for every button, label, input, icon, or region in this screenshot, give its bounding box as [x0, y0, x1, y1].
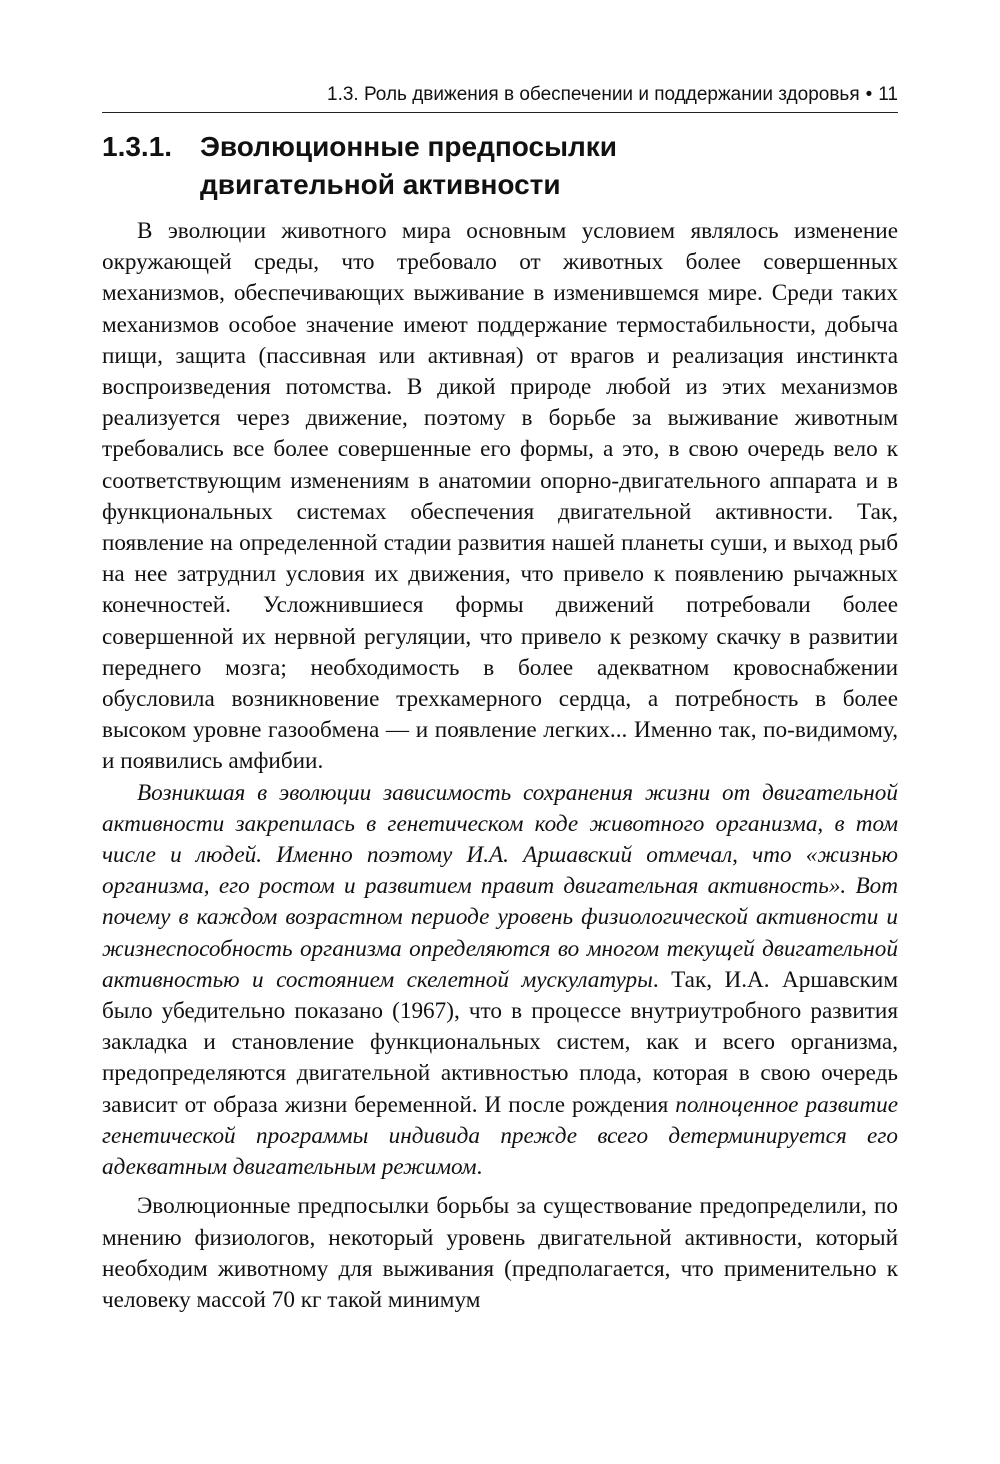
paragraph-2-end: .: [476, 1154, 483, 1181]
running-title: 1.3. Роль движения в обеспечении и поддержании здоровья: [327, 84, 860, 105]
paragraph-2: [102, 778, 898, 1184]
body-text: [102, 216, 898, 1316]
paragraph-2-regular: . Так, И.А. Аршавским было убедительно показано (1967), что в процессе внутриутробного развития закладка и становление функциональных систем, как и всего организма, предопределяются двигательной активностью плода, которая в свою очередь зависит от образа жизни беременной. И после рождения: [102, 966, 898, 1118]
paragraph-1: В эволюции животного мира основным условием являлось изменение окружающей среды, что требовало от животных более совершенных механизмов, обеспечивающих выживание в изменившемся мире. Среди таких механизмов особое значение имеют поддержание термостабильности, добыча пищи, защита (пассивная или активная) от врагов и реализация инстинкта воспроизведения потомства. В дикой природе любой из этих механизмов реализуется через движение, поэтому в борьбе за выживание животным требовались все более совершенные его формы, а это, в свою очередь вело к соответствующим изменениям в анатомии опорно-двигательного аппарата и в функциональных системах обеспечения двигательной активности. Так, появление на определенной стадии развития нашей планеты суши, и выход рыб на нее затруднил условия их движения, что привело к появлению рычажных конечностей. Усложнившиеся формы движений потребовали более совершенной их нервной регуляции, что привело к резкому скачку в развитии переднего мозга; необходимость в более адекватном кровоснабжении обусловила возникновение трехкамерного сердца, а потребность в более высоком уровне газообмена — и появление легких... Именно так, по-видимому, и появились амфибии.: [102, 218, 898, 775]
bullet-separator: •: [865, 84, 873, 105]
section-title-line-2: двигательной активности: [200, 169, 561, 200]
section-title-line-1: Эволюционные предпосылки: [200, 131, 617, 162]
page-number: 11: [878, 84, 898, 105]
section-number: 1.3.1.: [102, 131, 173, 162]
paragraph-2-italic-b: полноценное развитие генетической программы индивида прежде всего детерминируется его адекватным двигательным режимом: [102, 1091, 898, 1181]
section-heading: [102, 128, 898, 204]
book-page: [102, 0, 898, 1464]
paragraph-3: Эволюционные предпосылки борьбы за существование предопределили, по мнению физиологов, некоторый уровень двигательной активности, который необходим животному для выживания (предполагается, что применительно к человеку массой 70 кг такой минимум: [102, 1193, 898, 1313]
running-header: [102, 78, 898, 113]
paragraph-2-italic-a: Возникшая в эволюции зависимость сохранения жизни от двигательной активности закрепилась в генетическом коде животного организма, в том числе и людей. Именно поэтому И.А. Аршавский отмечал, что «жизнью организма, его ростом и развитием правит двигательная активность». Вот почему в каждом возрастном периоде уровень физиологической активности и жизнеспособность организма определяются во многом текущей двигательной активностью и состоянием скелетной мускулатуры: [102, 779, 898, 993]
